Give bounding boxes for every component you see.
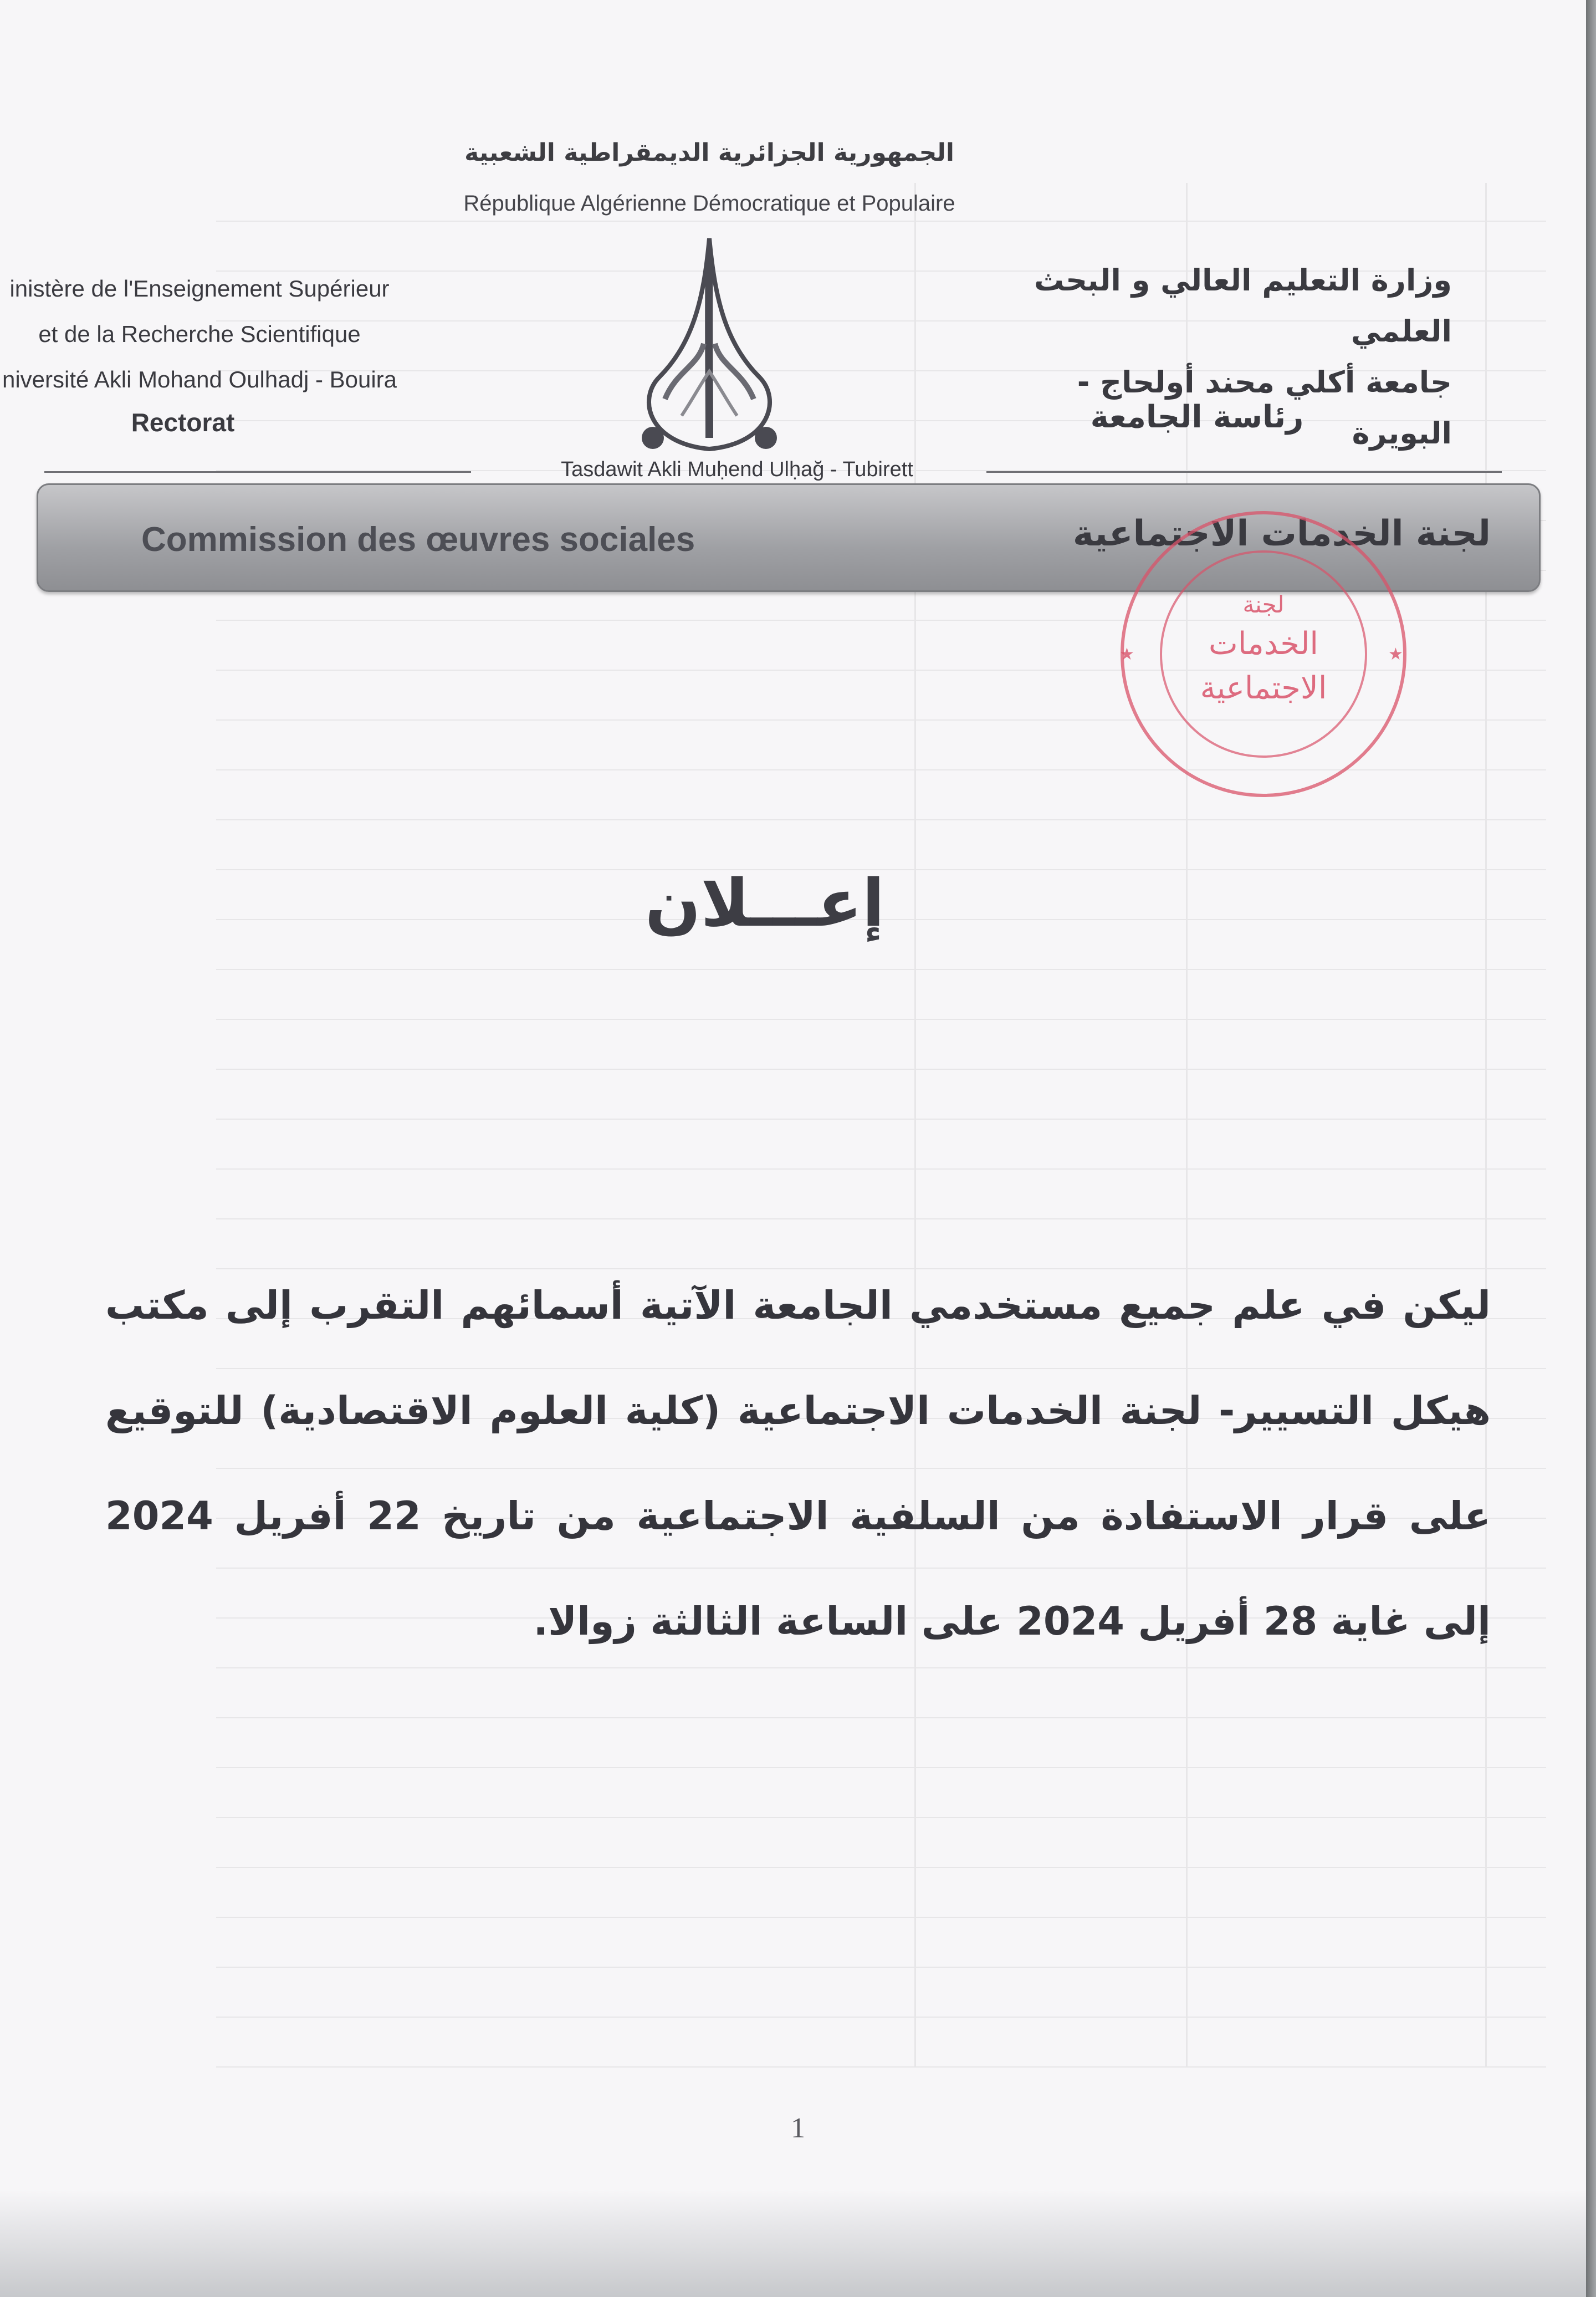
banner-title-ar: لجنة الخدمات الاجتماعية: [1072, 513, 1491, 554]
ministry-block-fr: [0, 266, 410, 402]
official-stamp-icon: [1108, 493, 1419, 804]
university-logo-icon: [626, 233, 792, 455]
university-line-ar: جامعة أكلي محند أولحاج - البويرة: [1077, 365, 1452, 451]
republic-title-fr: République Algérienne Démocratique et Populaire: [463, 191, 955, 216]
page-edge: [1586, 0, 1596, 2297]
stamp-line: الاجتماعية: [1200, 670, 1327, 706]
announcement-title: إعـــلان: [644, 865, 885, 941]
banner-title-fr: Commission des œuvres sociales: [141, 520, 695, 559]
announcement-body: ليكن في علم جميع مستخدمي الجامعة الآتية أسمائهم التقرب إلى مكتب هيكل التسيير- لجنة الخدمات الاجتماعية (كلية العلوم الاقتصادية) للتوقيع على قرار الاستفادة من السلفية الاجتماعية من تاريخ 22 أفريل 2024 إلى غاية 28 أفريل 2024 على الساعة الثالثة زوالا.: [105, 1283, 1491, 1644]
stamp-line: الخدمات: [1209, 626, 1318, 662]
tagline-row: [44, 458, 1463, 486]
page-number: 1: [791, 2112, 805, 2144]
republic-title-ar: الجمهورية الجزائرية الديمقراطية الشعبية: [464, 139, 954, 167]
page-shadow: [0, 2189, 1586, 2297]
ministry-line: inistère de l'Enseignement Supérieur: [9, 275, 390, 302]
tagline-text: Tasdawit Akli Muḥend Ulḥağ - Tubirett: [561, 458, 913, 481]
university-line: niversité Akli Mohand Oulhadj - Bouira: [2, 366, 397, 392]
divider: [44, 471, 471, 473]
ministry-line-ar: وزارة التعليم العالي و البحث العلمي: [1034, 263, 1452, 349]
svg-text:★: ★: [1388, 645, 1403, 664]
divider: [986, 471, 1502, 473]
ministry-line: et de la Recherche Scientifique: [38, 321, 361, 347]
stamp-line: لجنة: [1242, 591, 1285, 618]
presidency-label-ar: رئاسة الجامعة: [1090, 399, 1304, 435]
rectorat-label: Rectorat: [131, 408, 235, 437]
svg-text:★: ★: [1119, 645, 1134, 664]
